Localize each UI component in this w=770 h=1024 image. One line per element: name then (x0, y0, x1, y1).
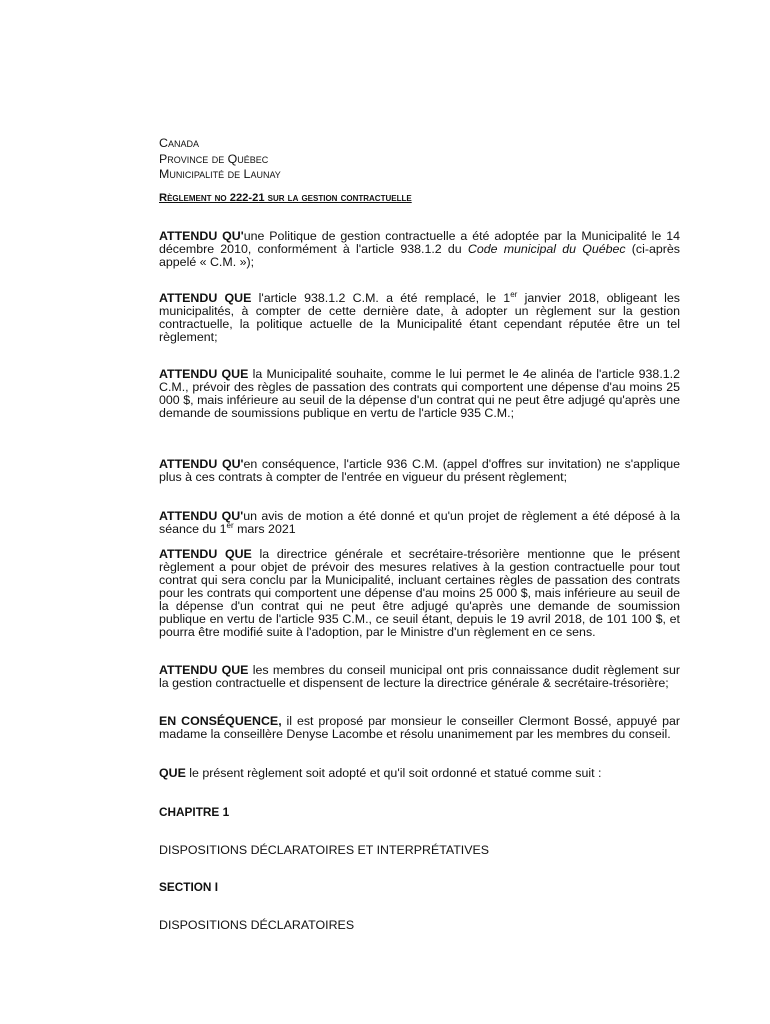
paragraph-text: une Politique de gestion contractuelle a été adoptée par la Municipalité le 14 décembre 2010, conformément à l'article 938.1.2 du (159, 229, 680, 256)
paragraph-lead: ATTENDU QUE (159, 547, 252, 561)
chapter-title: DISPOSITIONS DÉCLARATOIRES ET INTERPRÉTATIVES (159, 843, 490, 857)
paragraph-text: janvier 2018, obligeant les municipalités, à compter de cette dernière date, à adopter un règlement sur la gestion contractuelle, la politique actuelle de la Municipalité étant cependant réputée être un tel règlement; (159, 291, 680, 344)
superscript: er (226, 521, 234, 530)
paragraph-1 (159, 230, 680, 269)
paragraph-8 (159, 715, 680, 741)
paragraph-lead: ATTENDU QUE (159, 291, 252, 305)
paragraph-text: l'article 938.1.2 C.M. a été remplacé, le 1 (251, 291, 511, 305)
superscript: er (510, 290, 518, 299)
paragraph-text: (ci-après appelé « C.M. »); (159, 242, 681, 269)
paragraph-3 (159, 368, 680, 420)
paragraph-lead: ATTENDU QU' (159, 509, 244, 523)
chapter-heading: CHAPITRE 1 (159, 805, 230, 819)
paragraph-lead: ATTENDU QU' (159, 229, 244, 243)
paragraph-2 (159, 292, 680, 344)
paragraph-5 (159, 510, 680, 536)
paragraph-text: un avis de motion a été donné et qu'un projet de règlement a été déposé à la séance du 1 (159, 509, 680, 536)
document-header (159, 136, 680, 183)
document-title: Règlement no 222-21 sur la gestion contractuelle (159, 192, 412, 204)
section-heading: SECTION I (159, 880, 218, 894)
paragraph-7 (159, 664, 680, 690)
paragraph-text: la directrice générale et secrétaire-trésorière mentionne que le présent règlement a pour objet de prévoir des mesures relatives à la gestion contractuelle pour tout contrat qui sera conclu par la Municipalité, incluant certaines règles de passation des contrats pour les contrats qui comportent une dépense d'au moins 25 000 $, mais inférieure au seuil de la dépense d'un contrat qui ne peut être adjugé qu'après une demande de soumission publique en vertu de l'article 935 C.M., ce seuil étant, depuis le 19 avril 2018, de 101 100 $, et pourra être modifié suite à l'adoption, par le Ministre d'un règlement en ce sens. (159, 547, 680, 639)
paragraph-text: les membres du conseil municipal ont pris connaissance dudit règlement sur la gestion contractuelle et dispensent de lecture la directrice générale & secrétaire-trésorière; (159, 663, 680, 690)
header-country: Canada (159, 136, 199, 150)
paragraph-lead: ATTENDU QUE (159, 367, 249, 381)
paragraph-6 (159, 548, 680, 639)
section-title: DISPOSITIONS DÉCLARATOIRES (159, 918, 355, 932)
paragraph-lead: EN CONSÉQUENCE, (159, 714, 282, 728)
paragraph-lead: ATTENDU QU' (159, 457, 244, 471)
paragraph-text: en conséquence, l'article 936 C.M. (appel d'offres sur invitation) ne s'applique plus à ces contrats à compter de l'entrée en vigueur du présent règlement; (159, 457, 681, 484)
paragraph-text: mars 2021 (233, 522, 296, 536)
paragraph-lead: QUE (159, 766, 186, 780)
paragraph-lead: ATTENDU QUE (159, 663, 249, 677)
code-title: Code municipal du Québec (467, 242, 626, 256)
header-province: Province de Québec (159, 151, 269, 166)
paragraph-text: la Municipalité souhaite, comme le lui permet le 4e alinéa de l'article 938.1.2 C.M., prévoir des règles de passation des contrats qui comportent une dépense d'au moins 25 000 $, mais inférieure au seuil de la dépense d'un contrat qui ne peut être adjugé qu'après une demande de soumissions publique en vertu de l'article 935 C.M.; (159, 367, 680, 420)
paragraph-4 (159, 458, 680, 484)
paragraph-text: il est proposé par monsieur le conseiller Clermont Bossé, appuyé par madame la conseillère Denyse Lacombe et résolu unanimement par les membres du conseil. (159, 714, 681, 741)
paragraph-text: le présent règlement soit adopté et qu'il soit ordonné et statué comme suit : (185, 766, 602, 780)
paragraph-9 (159, 767, 680, 780)
header-municipality: Municipalité de Launay (159, 167, 281, 181)
